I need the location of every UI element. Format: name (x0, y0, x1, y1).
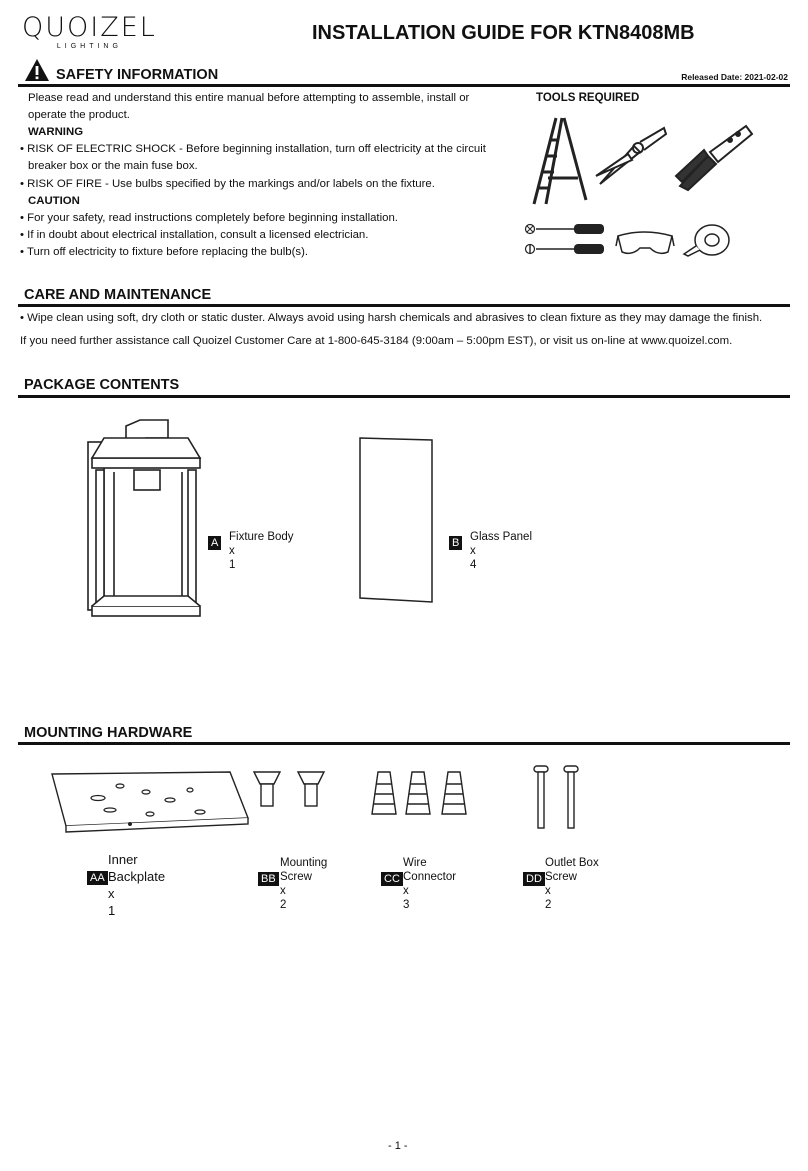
item-name-cont: Connector (403, 871, 457, 883)
caution-item-3: • Turn off electricity to fixture before replacing the bulb(s). (20, 246, 309, 258)
safety-intro-2: operate the product. (28, 109, 130, 121)
section-rule (18, 395, 790, 398)
item-qty: x 2 (545, 885, 552, 911)
caution-label: CAUTION (28, 195, 80, 207)
glass-panel-illustration (356, 436, 436, 604)
item-qty: x 3 (403, 885, 410, 911)
pliers-icon (594, 124, 670, 188)
item-name: Fixture Body (229, 531, 294, 543)
electrical-tape-icon (682, 222, 732, 258)
item-qty: x 1 (229, 545, 236, 571)
package-heading: PACKAGE CONTENTS (24, 377, 180, 393)
warning-label: WARNING (28, 126, 84, 138)
care-heading: CARE AND MAINTENANCE (24, 287, 212, 303)
ladder-icon (528, 116, 590, 206)
tools-heading: TOOLS REQUIRED (536, 92, 640, 104)
fixture-body-illustration (84, 418, 210, 636)
outlet-box-screw-illustration (530, 764, 586, 830)
warning-item-fire: • RISK OF FIRE - Use bulbs specified by the markings and/or labels on the fixture. (20, 178, 435, 190)
item-code-badge: BB (258, 872, 279, 886)
caution-item-2: • If in doubt about electrical installation, consult a licensed electrician. (20, 229, 369, 241)
logo-wordmark: QUOIZEL (22, 12, 157, 43)
section-rule (18, 304, 790, 307)
item-qty: x 1 (108, 886, 116, 918)
inner-backplate-illustration (50, 770, 250, 834)
item-name: Inner (108, 852, 138, 867)
care-line-1: • Wipe clean using soft, dry cloth or static duster. Always avoid using harsh chemicals and abrasives to clean fixture as they may damage the finish. (20, 312, 763, 324)
wire-stripper-icon (674, 122, 754, 192)
item-name-cont: Backplate (108, 869, 166, 884)
item-code-badge: AA (87, 871, 108, 885)
flat-screwdriver-icon (524, 242, 606, 256)
released-date: Released Date: 2021-02-02 (681, 72, 788, 82)
item-qty: x 4 (470, 545, 477, 571)
safety-heading: SAFETY INFORMATION (56, 67, 219, 83)
item-name: Glass Panel (470, 531, 533, 543)
page-number: - 1 - (388, 1140, 408, 1152)
safety-glasses-icon (614, 226, 676, 260)
item-code-badge: DD (523, 872, 545, 886)
item-code-badge: CC (381, 872, 403, 886)
caution-item-1: • For your safety, read instructions completely before beginning installation. (20, 212, 398, 224)
logo-subtitle: LIGHTING (56, 43, 122, 50)
page-title: INSTALLATION GUIDE FOR KTN8408MB (312, 22, 695, 44)
warning-item-shock: • RISK OF ELECTRIC SHOCK - Before beginning installation, turn off electricity at the circuit (20, 143, 486, 155)
section-rule (18, 742, 790, 745)
hardware-heading: MOUNTING HARDWARE (24, 725, 193, 741)
phillips-screwdriver-icon (524, 222, 606, 236)
item-name: Wire (403, 857, 427, 869)
item-name: Mounting (280, 857, 328, 869)
item-name-cont: Screw (280, 871, 312, 883)
item-code-badge: B (449, 536, 462, 550)
item-name: Outlet Box (545, 857, 599, 869)
mounting-screw-illustration (250, 770, 336, 810)
warning-item-shock-cont: breaker box or the main fuse box. (28, 160, 198, 172)
item-code-badge: A (208, 536, 221, 550)
care-line-2: If you need further assistance call Quoizel Customer Care at 1-800-645-3184 (9:00am – 5:00pm EST), or visit us on-line at www.quoizel.com. (20, 335, 733, 347)
safety-text (0, 0, 520, 270)
item-qty: x 2 (280, 885, 287, 911)
item-name-cont: Screw (545, 871, 577, 883)
wire-connector-illustration (370, 770, 474, 818)
safety-intro-1: Please read and understand this entire manual before attempting to assemble, install or (28, 92, 470, 104)
